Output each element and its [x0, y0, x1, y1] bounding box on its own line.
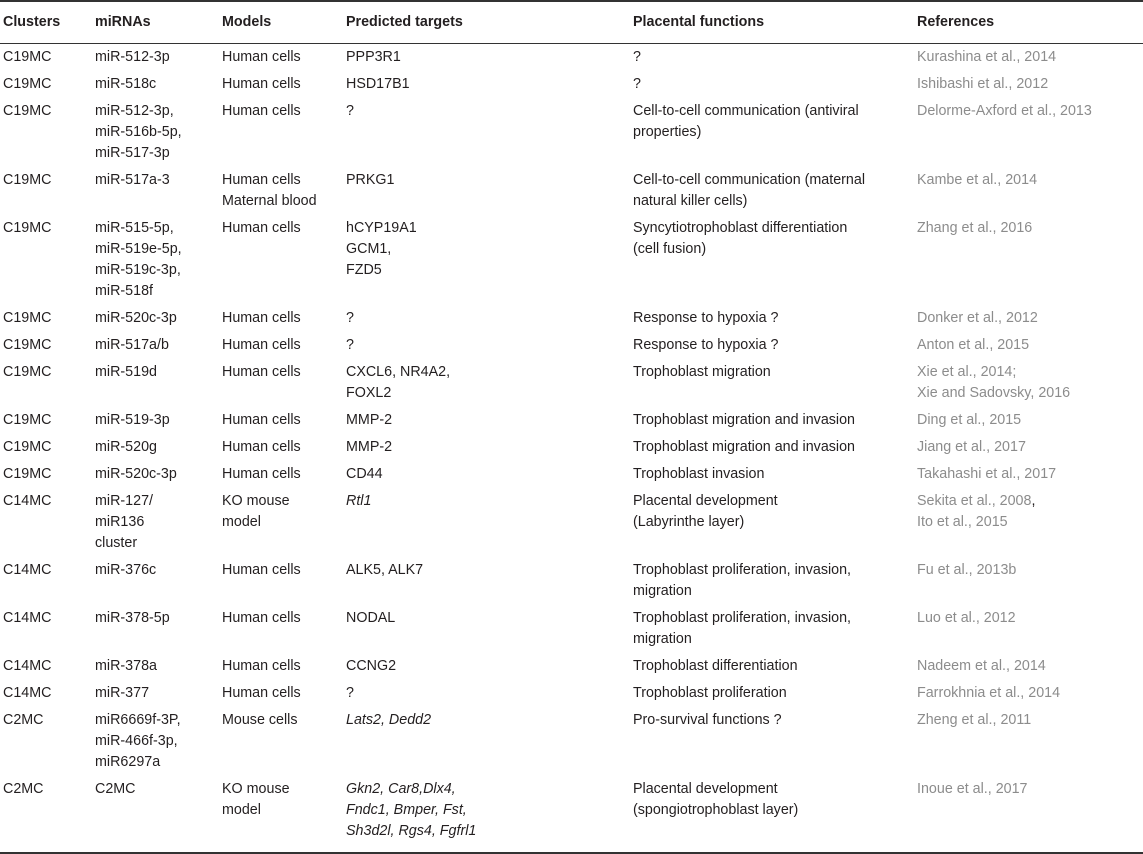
predicted-targets-line: Fndc1, Bmper, Fst, — [346, 802, 467, 818]
cell-mirnas — [92, 653, 219, 680]
cell-placental-functions — [630, 167, 914, 215]
header-placental-functions: Placental functions — [630, 1, 914, 44]
cell-mirnas — [92, 359, 219, 407]
cell-cluster: C19MC — [3, 439, 52, 455]
cell-placental-functions — [630, 680, 914, 707]
placental-functions-line: Placental development — [633, 493, 778, 509]
models-line: Human cells — [222, 310, 301, 326]
cell-models — [219, 71, 343, 98]
predicted-targets-line: Sh3d2l, Rgs4, Fgfrl1 — [346, 823, 477, 839]
predicted-targets-line: MMP-2 — [346, 412, 393, 428]
placental-functions-line: Trophoblast proliferation, invasion, — [633, 610, 852, 626]
placental-functions-line: Trophoblast proliferation — [633, 685, 787, 701]
mirnas-line: C2MC — [95, 781, 136, 797]
mirnas-line: miR-516b-5p, — [95, 124, 182, 140]
predicted-targets-line: PPP3R1 — [346, 49, 401, 65]
cell-cluster: C14MC — [3, 658, 52, 674]
placental-functions-line: Trophoblast migration and invasion — [633, 439, 855, 455]
table-row — [0, 44, 1143, 72]
cell-references — [914, 653, 1143, 680]
mirnas-line: miR-519d — [95, 364, 157, 380]
cell-predicted-targets — [343, 44, 630, 72]
placental-functions-line: Trophoblast proliferation, invasion, — [633, 562, 852, 578]
cell-references — [914, 71, 1143, 98]
references-line: Zhang et al., 2016 — [917, 220, 1033, 236]
cell-placental-functions — [630, 776, 914, 853]
mirnas-line: cluster — [95, 535, 138, 551]
mirnas-line: miR-512-3p — [95, 49, 170, 65]
cell-cluster: C14MC — [3, 493, 52, 509]
mirnas-line: miR-377 — [95, 685, 150, 701]
cell-placental-functions — [630, 71, 914, 98]
cell-references — [914, 407, 1143, 434]
cell-models — [219, 707, 343, 776]
mirnas-line: miR-519e-5p, — [95, 241, 182, 257]
references-line: Sekita et al., 2008 — [917, 493, 1032, 509]
cell-placental-functions — [630, 44, 914, 72]
table-row — [0, 488, 1143, 557]
models-line: Human cells — [222, 610, 301, 626]
references-line: Kurashina et al., 2014 — [917, 49, 1057, 65]
placental-functions-line: Response to hypoxia ? — [633, 337, 779, 353]
cell-mirnas — [92, 680, 219, 707]
placental-functions-line: Pro-survival functions ? — [633, 712, 782, 728]
cell-cluster: C14MC — [3, 562, 52, 578]
predicted-targets-line: ? — [346, 685, 354, 701]
models-line: Human cells — [222, 466, 301, 482]
models-line: Mouse cells — [222, 712, 298, 728]
header-row — [0, 1, 1143, 44]
references-line: Takahashi et al., 2017 — [917, 466, 1057, 482]
cell-models — [219, 653, 343, 680]
cell-placental-functions — [630, 653, 914, 680]
placental-functions-line: Cell-to-cell communication (maternal — [633, 172, 866, 188]
cell-references — [914, 488, 1143, 557]
cell-cluster: C2MC — [0, 776, 92, 853]
table-row — [0, 707, 1143, 776]
predicted-targets-line: FZD5 — [346, 262, 382, 278]
cell-references — [914, 215, 1143, 305]
table-row — [0, 332, 1143, 359]
cell-cluster: C19MC — [3, 412, 52, 428]
reference-separator: , — [1031, 493, 1036, 509]
cell-predicted-targets — [343, 434, 630, 461]
cell-predicted-targets — [343, 359, 630, 407]
placental-functions-line: Placental development — [633, 781, 778, 797]
references-line: Ishibashi et al., 2012 — [917, 76, 1049, 92]
placental-functions-line: ? — [633, 49, 641, 65]
placental-functions-line: Trophoblast invasion — [633, 466, 765, 482]
cell-references — [914, 557, 1143, 605]
mirnas-line: miR-378-5p — [95, 610, 170, 626]
cell-references — [914, 98, 1143, 167]
cell-references — [914, 434, 1143, 461]
cell-cluster: C19MC — [3, 337, 52, 353]
mirnas-line: miR-519-3p — [95, 412, 170, 428]
cell-mirnas — [92, 557, 219, 605]
cell-placental-functions — [630, 332, 914, 359]
predicted-targets-line: MMP-2 — [346, 439, 393, 455]
cell-mirnas — [92, 332, 219, 359]
models-line: model — [222, 802, 261, 818]
cell-references — [914, 461, 1143, 488]
mirnas-line: miR-520c-3p — [95, 310, 177, 326]
table-row — [0, 215, 1143, 305]
cell-predicted-targets — [343, 305, 630, 332]
models-line: KO mouse — [222, 781, 290, 797]
cell-mirnas — [92, 305, 219, 332]
cell-models — [219, 407, 343, 434]
cell-predicted-targets — [343, 332, 630, 359]
cell-models — [219, 359, 343, 407]
cell-placental-functions — [630, 461, 914, 488]
models-line: Human cells — [222, 658, 301, 674]
cell-mirnas — [92, 167, 219, 215]
mirnas-line: miR-378a — [95, 658, 157, 674]
cell-predicted-targets — [343, 557, 630, 605]
mirnas-line: miR-520g — [95, 439, 157, 455]
placental-functions-line: migration — [633, 631, 692, 647]
mirnas-line: miR-517a/b — [95, 337, 169, 353]
references-line: Jiang et al., 2017 — [917, 439, 1026, 455]
table-row — [0, 98, 1143, 167]
cell-cluster: C19MC — [3, 49, 52, 65]
cell-mirnas — [92, 215, 219, 305]
predicted-targets-line: FOXL2 — [346, 385, 392, 401]
models-line: Human cells — [222, 76, 301, 92]
cell-references — [914, 776, 1143, 853]
mirnas-line: miR136 — [95, 514, 145, 530]
cell-predicted-targets — [343, 488, 630, 557]
cell-predicted-targets — [343, 167, 630, 215]
cell-placental-functions — [630, 98, 914, 167]
references-line: Delorme-Axford et al., 2013 — [917, 103, 1092, 119]
mirnas-line: miR6297a — [95, 754, 161, 770]
cell-models — [219, 44, 343, 72]
table-row — [0, 557, 1143, 605]
cell-references — [914, 332, 1143, 359]
predicted-targets-line: Lats2, Dedd2 — [346, 712, 432, 728]
cell-mirnas — [92, 488, 219, 557]
table-row — [0, 653, 1143, 680]
references-line: Nadeem et al., 2014 — [917, 658, 1046, 674]
cell-cluster: C19MC — [3, 466, 52, 482]
header-models: Models — [219, 1, 343, 44]
cell-placental-functions — [630, 707, 914, 776]
models-line: Human cells — [222, 220, 301, 236]
cell-references — [914, 44, 1143, 72]
cell-models — [219, 434, 343, 461]
cell-cluster: C19MC — [3, 310, 52, 326]
references-line: Ding et al., 2015 — [917, 412, 1022, 428]
cell-models — [219, 98, 343, 167]
cell-cluster: C19MC — [3, 364, 52, 380]
references-line: Xie et al., 2014; — [917, 364, 1017, 380]
cell-placental-functions — [630, 605, 914, 653]
references-line: Fu et al., 2013b — [917, 562, 1017, 578]
table-row — [0, 305, 1143, 332]
cell-placental-functions — [630, 434, 914, 461]
predicted-targets-line: ? — [346, 103, 354, 119]
cell-models — [219, 461, 343, 488]
mirnas-line: miR-520c-3p — [95, 466, 177, 482]
references-line: Kambe et al., 2014 — [917, 172, 1038, 188]
cell-predicted-targets — [343, 653, 630, 680]
models-line: Human cells — [222, 412, 301, 428]
mirnas-line: miR6669f-3P, — [95, 712, 181, 728]
cell-predicted-targets — [343, 407, 630, 434]
references-line: Anton et al., 2015 — [917, 337, 1030, 353]
cell-placental-functions — [630, 407, 914, 434]
cell-models — [219, 488, 343, 557]
cell-predicted-targets — [343, 461, 630, 488]
placental-functions-line: migration — [633, 583, 692, 599]
mirnas-line: miR-127/ — [95, 493, 153, 509]
placental-functions-line: Cell-to-cell communication (antiviral — [633, 103, 859, 119]
predicted-targets-line: hCYP19A1 — [346, 220, 417, 236]
references-line: Inoue et al., 2017 — [917, 781, 1028, 797]
mirnas-line: miR-518f — [95, 283, 153, 299]
predicted-targets-line: HSD17B1 — [346, 76, 410, 92]
cell-cluster: C14MC — [3, 610, 52, 626]
mirnas-line: miR-518c — [95, 76, 157, 92]
cell-cluster: C19MC — [3, 76, 52, 92]
models-line: Human cells — [222, 172, 301, 188]
placental-functions-line: (spongiotrophoblast layer) — [633, 802, 799, 818]
cell-models — [219, 215, 343, 305]
models-line: Maternal blood — [222, 193, 317, 209]
references-line: Zheng et al., 2011 — [917, 712, 1032, 728]
predicted-targets-line: ? — [346, 337, 354, 353]
cell-models — [219, 557, 343, 605]
placental-functions-line: Syncytiotrophoblast differentiation — [633, 220, 848, 236]
placental-functions-line: Trophoblast differentiation — [633, 658, 798, 674]
cell-placental-functions — [630, 215, 914, 305]
header-references: References — [914, 1, 1143, 44]
cell-models — [219, 776, 343, 853]
cell-cluster: C2MC — [3, 712, 44, 728]
cell-mirnas — [92, 707, 219, 776]
mirnas-line: miR-517-3p — [95, 145, 170, 161]
table-row — [0, 167, 1143, 215]
cell-predicted-targets — [343, 71, 630, 98]
cell-predicted-targets — [343, 707, 630, 776]
cell-placental-functions — [630, 359, 914, 407]
placental-functions-line: properties) — [633, 124, 702, 140]
placental-functions-line: (cell fusion) — [633, 241, 707, 257]
predicted-targets-line: Rtl1 — [346, 493, 372, 509]
cell-predicted-targets — [343, 98, 630, 167]
predicted-targets-line: ? — [346, 310, 354, 326]
cell-references — [914, 305, 1143, 332]
cell-mirnas — [92, 407, 219, 434]
table-row — [0, 407, 1143, 434]
cell-cluster: C19MC — [3, 220, 52, 236]
cell-references — [914, 605, 1143, 653]
table-row — [0, 434, 1143, 461]
cell-cluster: C14MC — [3, 685, 52, 701]
cell-references — [914, 359, 1143, 407]
placental-functions-line: Trophoblast migration — [633, 364, 771, 380]
mirnas-line: miR-517a-3 — [95, 172, 170, 188]
cell-cluster: C19MC — [3, 172, 52, 188]
predicted-targets-line: Gkn2, Car8,Dlx4, — [346, 781, 456, 797]
placental-functions-line: natural killer cells) — [633, 193, 748, 209]
cell-models — [219, 680, 343, 707]
table-body — [0, 44, 1143, 854]
table-row — [0, 680, 1143, 707]
table-row — [0, 776, 1143, 853]
references-line: Ito et al., 2015 — [917, 514, 1008, 530]
predicted-targets-line: GCM1, — [346, 241, 392, 257]
cell-predicted-targets — [343, 605, 630, 653]
models-line: KO mouse — [222, 493, 290, 509]
cell-predicted-targets — [343, 680, 630, 707]
predicted-targets-line: CD44 — [346, 466, 383, 482]
cell-mirnas — [92, 605, 219, 653]
mirnas-line: miR-466f-3p, — [95, 733, 178, 749]
cell-models — [219, 167, 343, 215]
mirnas-line: miR-376c — [95, 562, 157, 578]
cell-mirnas — [92, 98, 219, 167]
references-line: Xie and Sadovsky, 2016 — [917, 385, 1071, 401]
cell-placental-functions — [630, 305, 914, 332]
mirnas-line: miR-512-3p, — [95, 103, 174, 119]
models-line: Human cells — [222, 562, 301, 578]
models-line: Human cells — [222, 364, 301, 380]
cell-references — [914, 707, 1143, 776]
table-row — [0, 605, 1143, 653]
models-line: Human cells — [222, 337, 301, 353]
models-line: Human cells — [222, 49, 301, 65]
mirnas-line: miR-515-5p, — [95, 220, 174, 236]
cell-models — [219, 332, 343, 359]
mirnas-line: miR-519c-3p, — [95, 262, 181, 278]
predicted-targets-line: NODAL — [346, 610, 396, 626]
models-line: Human cells — [222, 103, 301, 119]
cell-predicted-targets — [343, 215, 630, 305]
table-row — [0, 71, 1143, 98]
models-line: model — [222, 514, 261, 530]
header-mirnas: miRNAs — [92, 1, 219, 44]
cell-cluster: C19MC — [3, 103, 52, 119]
references-line: Luo et al., 2012 — [917, 610, 1016, 626]
placental-functions-line: ? — [633, 76, 641, 92]
table-row — [0, 461, 1143, 488]
cell-mirnas — [92, 461, 219, 488]
references-line: Farrokhnia et al., 2014 — [917, 685, 1061, 701]
cell-predicted-targets — [343, 776, 630, 853]
predicted-targets-line: ALK5, ALK7 — [346, 562, 424, 578]
cell-mirnas — [92, 71, 219, 98]
cell-mirnas — [92, 44, 219, 72]
cell-references — [914, 167, 1143, 215]
predicted-targets-line: PRKG1 — [346, 172, 395, 188]
placental-functions-line: (Labyrinthe layer) — [633, 514, 745, 530]
header-clusters: Clusters — [0, 1, 92, 44]
cell-models — [219, 305, 343, 332]
table-row — [0, 359, 1143, 407]
cell-placental-functions — [630, 488, 914, 557]
predicted-targets-line: CCNG2 — [346, 658, 397, 674]
cell-references — [914, 680, 1143, 707]
cell-mirnas — [92, 776, 219, 853]
models-line: Human cells — [222, 685, 301, 701]
cell-models — [219, 605, 343, 653]
cell-mirnas — [92, 434, 219, 461]
predicted-targets-line: CXCL6, NR4A2, — [346, 364, 451, 380]
models-line: Human cells — [222, 439, 301, 455]
cell-placental-functions — [630, 557, 914, 605]
references-line: Donker et al., 2012 — [917, 310, 1038, 326]
placental-functions-line: Trophoblast migration and invasion — [633, 412, 855, 428]
placental-functions-line: Response to hypoxia ? — [633, 310, 779, 326]
header-predicted-targets: Predicted targets — [343, 1, 630, 44]
